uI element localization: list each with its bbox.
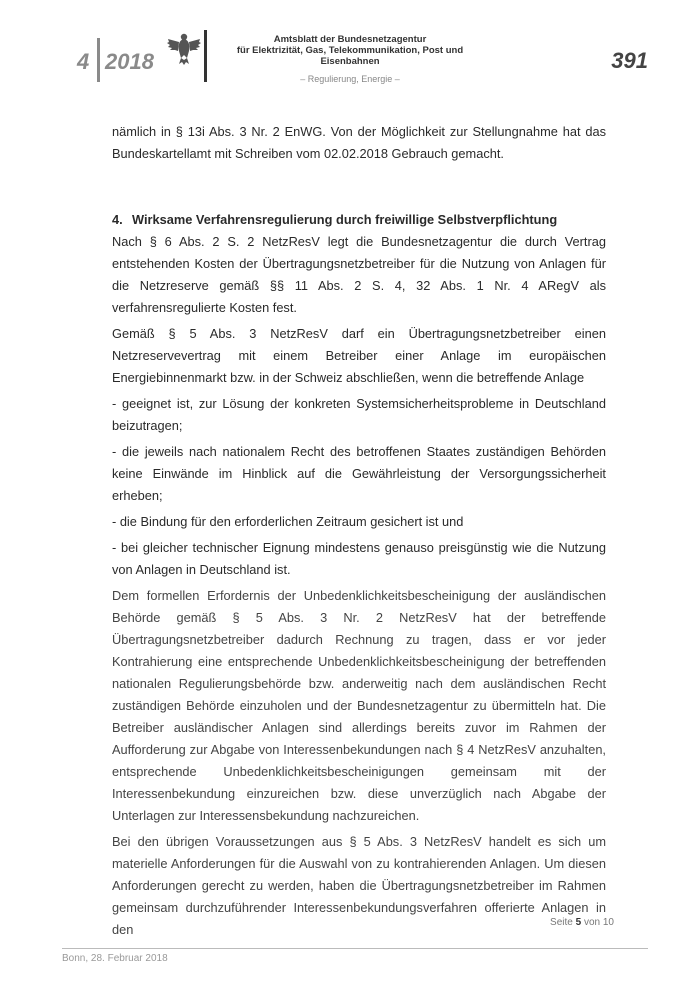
document-body <box>112 121 606 941</box>
paragraph-4: Bei den übrigen Voraussetzungen aus § 5 Abs. 3 NetzResV handelt es sich um materielle Anforderungen für die Auswahl von zu kontrahierenden Anlagen. Um diesen Anforderungen gerecht zu werden, haben die Übertragungsnetzbetreiber im Rahmen gemeinsam durchzuführender Interessenbekundungsverfahren offerierte Anlagen in den <box>112 834 606 937</box>
page-current: 5 <box>575 917 582 928</box>
masthead-title: Amtsblatt der Bundesnetzagentur <box>273 34 427 45</box>
list-item: - geeignet ist, zur Lösung der konkreten Systemsicherheitsprobleme in Deutschland beizutragen; <box>112 396 606 433</box>
paragraph-1: Nach § 6 Abs. 2 S. 2 NetzResV legt die Bundesnetzagentur die durch Vertrag entstehenden Kosten der Übertragungsnetzbetreiber für die Nutzung von Anlagen für die Netzreserve gemäß §§ 11 Abs. 2 S. 4, 32 Abs. 1 Nr. 4 ARegV als verfahrensregulierte Kosten fest. <box>112 234 606 315</box>
page-total: 10 <box>602 917 614 928</box>
header-divider <box>97 38 100 82</box>
section-number: 4. <box>112 212 123 227</box>
page-counter <box>550 917 614 928</box>
header-divider-dark <box>204 30 207 82</box>
list-item: - bei gleicher technischer Eignung mindestens genauso preisgünstig wie die Nutzung von Anlagen in Deutschland ist. <box>112 540 606 577</box>
footer-divider <box>62 948 648 949</box>
issue-number: 4 <box>77 49 90 74</box>
footer-place-date: Bonn, 28. Februar 2018 <box>62 953 168 964</box>
page-number: 391 <box>611 48 648 73</box>
paragraph-3: Dem formellen Erfordernis der Unbedenklichkeitsbescheinigung der ausländischen Behörde gemäß § 5 Abs. 3 Nr. 2 NetzResV hat der betreffende Übertragungsnetzbetreiber dadurch Rechnung zu tragen, dass er vor jeder Kontrahierung eine entsprechende Unbedenklichkeitsbescheinigung der betreffenden nationalen Regulierungsbehörde bzw. anderweitig nach dem ausländischen Recht zuständigen Behörde einzuholen und der Bundesnetzagentur zu übermitteln hat. Die Betreiber ausländischer Anlagen sind allerdings bereits zuvor im Rahmen der Aufforderung zur Abgabe von Interessenbekundungen nach § 4 NetzResV anzuhalten, entsprechende Unbedenklichkeitsbescheinigungen gemeinsam mit der Interessenbekundung einzureichen bzw. diese unverzüglich nach Abgabe der Unterlagen zur Interessensbekundung nachzureichen. <box>112 588 606 823</box>
section-heading <box>112 209 606 231</box>
page-label: Seite <box>550 917 573 928</box>
masthead <box>215 34 485 85</box>
masthead-subtitle: – Regulierung, Energie – <box>300 74 400 84</box>
page-of: von <box>583 917 601 928</box>
list-item: - die Bindung für den erforderlichen Zeitraum gesichert ist und <box>112 514 464 529</box>
list-item: - die jeweils nach nationalem Recht des betroffenen Staates zuständigen Behörden keine Einwände im Hinblick auf die Gewährleistung der Versorgungssicherheit erheben; <box>112 444 606 503</box>
paragraph-2: Gemäß § 5 Abs. 3 NetzResV darf ein Übertragungsnetzbetreiber einen Netzreservevertrag mit einem Betreiber einer Anlage im europäischen Energiebinnenmarkt bzw. in der Schweiz abschließen, wenn die betreffende Anlage <box>112 326 606 385</box>
paragraph-intro: nämlich in § 13i Abs. 3 Nr. 2 EnWG. Von der Möglichkeit zur Stellungnahme hat das Bundeskartellamt mit Schreiben vom 02.02.2018 Gebrauch gemacht. <box>112 124 606 161</box>
issue-year: 2018 <box>105 49 154 74</box>
masthead-title-line2: für Elektrizität, Gas, Telekommunikation, Post und Eisenbahnen <box>236 45 464 67</box>
federal-eagle-icon <box>166 31 202 67</box>
section-title: Wirksame Verfahrensregulierung durch freiwillige Selbstverpflichtung <box>132 212 558 227</box>
